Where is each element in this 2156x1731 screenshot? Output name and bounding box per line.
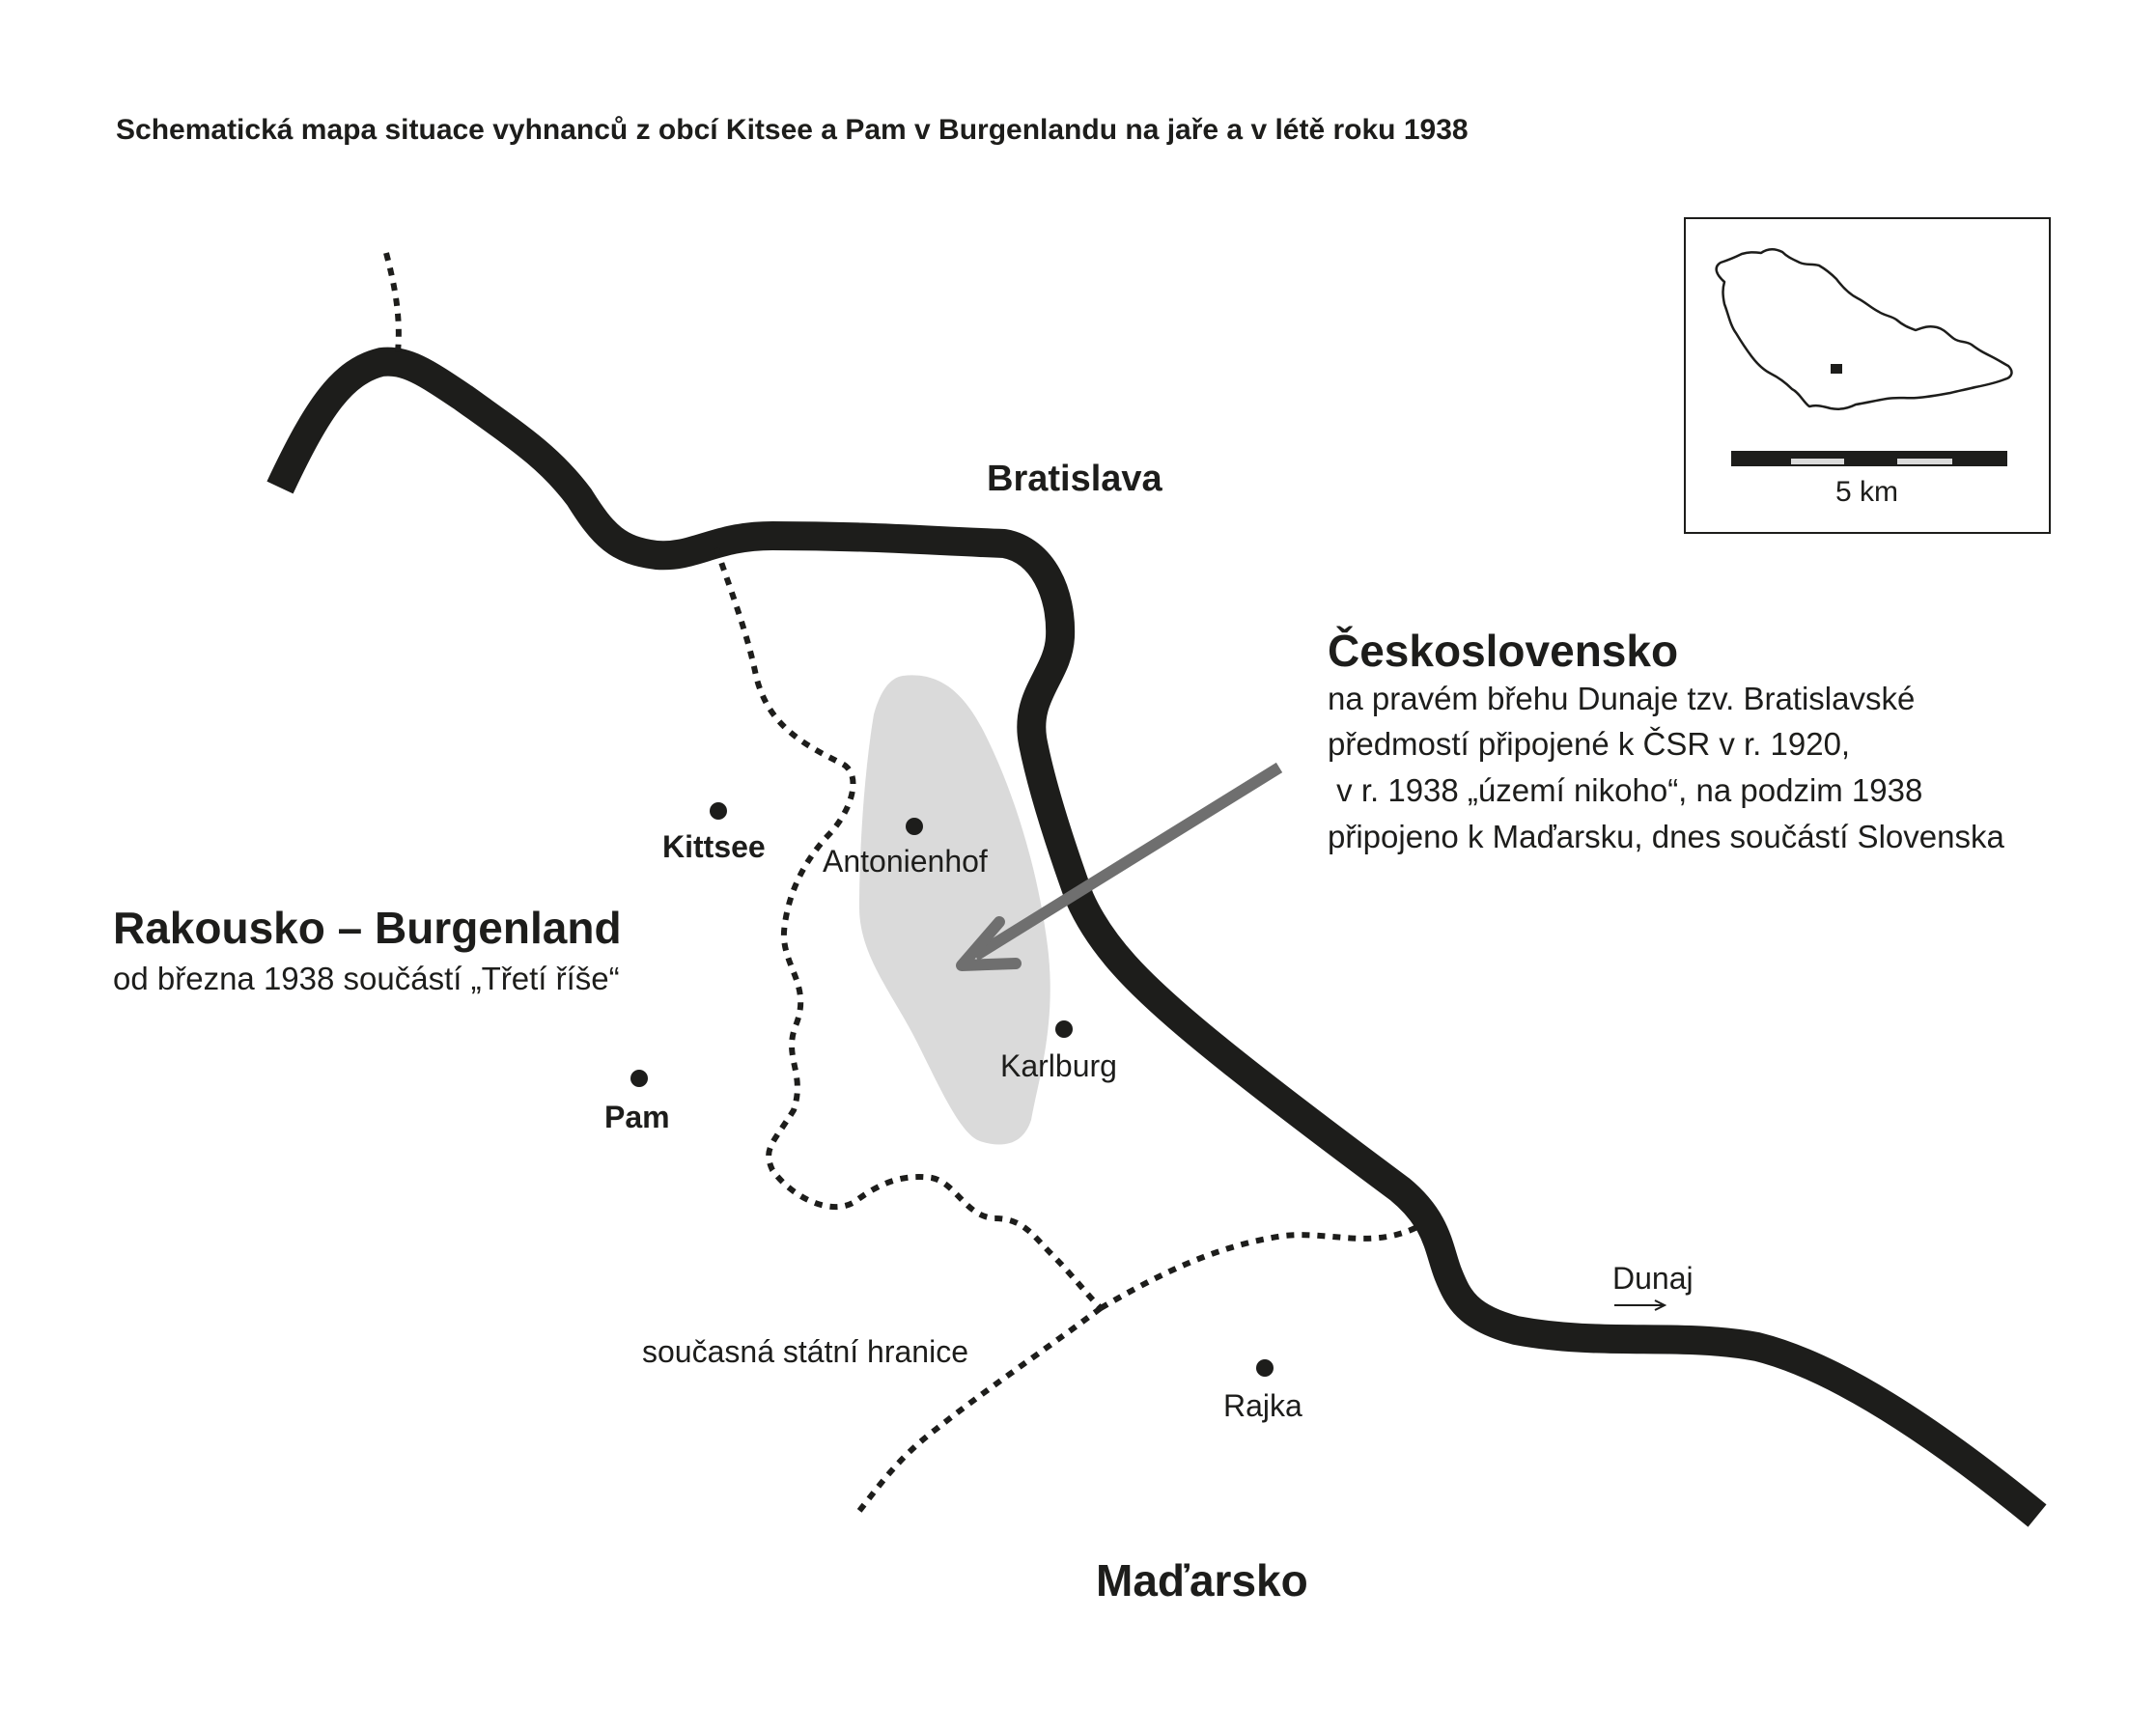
ceskoslovensko-note-line-1: na pravém břehu Dunaje tzv. Bratislavské [1328,681,1916,716]
kittsee-dot [710,802,727,820]
border-label: současná státní hranice [642,1334,968,1369]
region-bratislava: Bratislava [987,459,1162,499]
border-dotted-north [386,253,399,352]
czechoslovakia-outline [1717,249,2012,409]
region-rakousko: Rakousko – Burgenland [113,903,622,953]
scale-bar-light-1 [1791,459,1844,464]
antonienhof-dot [906,818,923,835]
rakousko-note: od března 1938 součástí „Třetí říše“ [113,961,620,996]
border-dotted-hungary-east [1101,1226,1419,1308]
location-marker [1831,364,1842,374]
river-label-dunaj: Dunaj [1612,1261,1694,1296]
ceskoslovensko-note-line-3: v r. 1938 „území nikoho“, na podzim 1938 [1328,772,1923,808]
place-karlburg: Karlburg [1000,1048,1117,1083]
place-kittsee: Kittsee [662,829,766,864]
place-antonienhof: Antonienhof [823,844,988,879]
ceskoslovensko-note-line-4: připojeno k Maďarsku, dnes součástí Slovenska [1328,819,2004,854]
karlburg-dot [1055,1020,1073,1038]
scale-label: 5 km [1835,476,1899,508]
region-madarsko: Maďarsko [1096,1555,1308,1605]
place-rajka: Rajka [1223,1388,1302,1423]
pam-dot [630,1070,648,1087]
map-title: Schematická mapa situace vyhnanců z obcí Kitsee a Pam v Burgenlandu na jaře a v létě roku 1938 [116,114,1469,146]
scale-bar-1 [1731,451,1791,466]
rajka-dot [1256,1359,1274,1377]
place-pam: Pam [604,1100,670,1134]
region-ceskoslovensko: Československo [1328,626,1679,676]
scale-bar-3 [1844,451,1897,466]
scale-bar-5 [1952,451,2007,466]
ceskoslovensko-note-line-2: předmostí připojené k ČSR v r. 1920, [1328,726,1851,762]
scale-bar-light-2 [1897,459,1952,464]
locator-inset [1684,217,2051,534]
